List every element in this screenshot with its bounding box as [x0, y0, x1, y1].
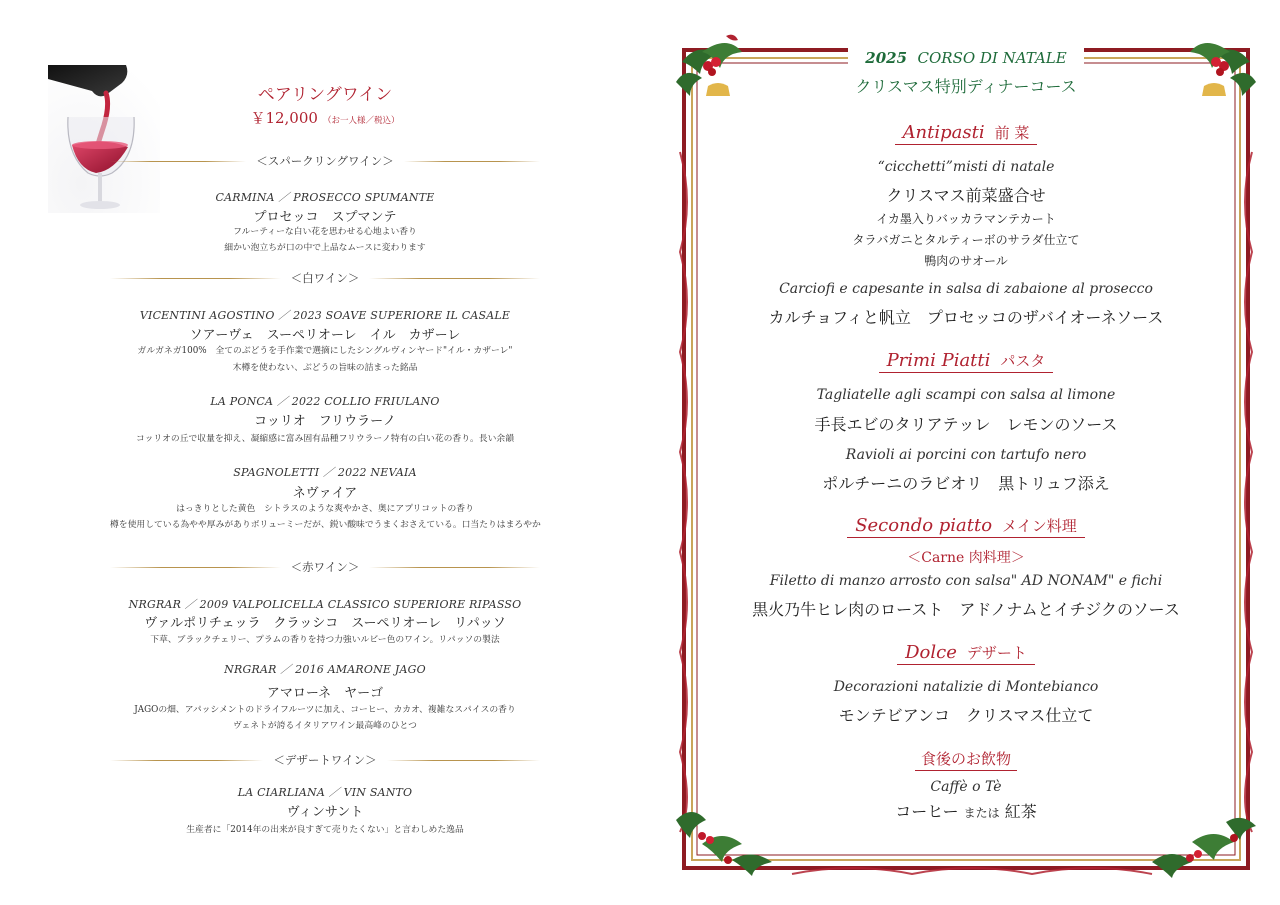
- wine-name: LA CIARLIANA ／ VIN SANTO: [237, 786, 413, 799]
- wine-name-jp: ヴィンサント: [286, 805, 364, 820]
- section-header-white: ＜白ワイン＞: [110, 268, 540, 288]
- wine-name: NRGRAR ／ 2009 VALPOLICELLA CLASSICO SUPERIORE RIPASSO: [128, 598, 522, 611]
- carne-subheader: ＜Carne 肉料理＞: [907, 550, 1025, 566]
- course-title-it: 2025 CORSO DI NATALE: [865, 49, 1067, 67]
- section-header-dessert: ＜デザートワイン＞: [110, 750, 540, 770]
- pairing-price-line: [110, 107, 540, 128]
- wine-desc: 樽を使用している為やや厚みがありボリューミーだが、鋭い酸味でうまくおさえている。口当たりはまろやか: [110, 520, 541, 530]
- section-drinks: 食後のお飲物: [672, 748, 1260, 771]
- dish-name-it: Decorazioni natalizie di Montebianco: [833, 679, 1099, 695]
- dish-name-it: Tagliatelle agli scampi con salsa al limone: [816, 387, 1116, 403]
- dish-name-jp: カルチョフィと帆立 プロセッコのザバイオーネソース: [768, 308, 1164, 327]
- wine-name: NRGRAR ／ 2016 AMARONE JAGO: [224, 663, 426, 676]
- wine-desc: 細かい泡立ちが口の中で上品なムースに変わります: [224, 243, 426, 253]
- section-dolce: Dolce デザート: [672, 642, 1260, 665]
- wine-name-jp: ヴァルポリチェッラ クラッシコ スーペリオーレ リパッソ: [144, 616, 506, 631]
- wine-desc: 生産者に「2014年の出来が良すぎて売りたくない」と言わしめた逸品: [186, 825, 464, 835]
- wine-desc: はっきりとした黄色 シトラスのような爽やかさ、奥にアプリコットの香り: [176, 504, 474, 514]
- wine-name-jp: ネヴァイア: [292, 486, 358, 501]
- christmas-course-page: [672, 32, 1260, 880]
- drinks-jp: コーヒー または 紅茶: [895, 802, 1037, 821]
- wine-desc: ガルガネガ100% 全てのぶどうを手作業で選摘にしたシングルヴィンヤード"イル・カザーレ": [137, 346, 513, 356]
- wine-name-jp: コッリオ フリウラーノ: [254, 414, 396, 429]
- section-header-sparkling: ＜スパークリングワイン＞: [110, 151, 540, 171]
- dish-sub: 鴨肉のサオール: [924, 254, 1008, 268]
- wine-desc: フルーティーな白い花を思わせる心地よい香り: [233, 227, 417, 237]
- wine-name-jp: ソアーヴェ スーペリオーレ イル カザーレ: [189, 328, 461, 343]
- wine-desc: コッリオの丘で収量を抑え、凝縮感に富み固有品種フリウラーノ特有の白い花の香り。長い余韻: [135, 434, 514, 444]
- section-secondo: Secondo piatto メイン料理: [672, 515, 1260, 538]
- wine-desc: 下草、ブラックチェリー、プラムの香りを持つ力強いルビー色のワイン。リパッソの製法: [150, 635, 500, 645]
- wine-name-jp: プロセッコ スプマンテ: [253, 210, 397, 225]
- section-primi: Primi Piatti パスタ: [672, 350, 1260, 373]
- dish-sub: タラバガニとタルティーボのサラダ仕立て: [852, 233, 1080, 247]
- section-header-red: ＜赤ワイン＞: [110, 557, 540, 577]
- wine-name: CARMINA ／ PROSECCO SPUMANTE: [215, 191, 435, 204]
- holly-corner-icon: [1142, 812, 1260, 880]
- section-antipasti: Antipasti 前 菜: [672, 122, 1260, 145]
- dish-name-jp: 黒火乃牛ヒレ肉のロースト アドノナムとイチジクのソース: [752, 600, 1180, 619]
- dish-name-jp: ポルチーニのラビオリ 黒トリュフ添え: [822, 474, 1110, 493]
- dish-name-jp: モンテビアンコ クリスマス仕立て: [838, 706, 1094, 725]
- dish-sub: イカ墨入りバッカラマンテカート: [876, 212, 1056, 226]
- dish-name-jp: 手長エビのタリアテッレ レモンのソース: [814, 415, 1118, 434]
- wine-desc: ヴェネトが誇るイタリアワイン最高峰のひとつ: [233, 721, 417, 731]
- pairing-price-note: （お一人様／税込）: [323, 116, 400, 126]
- dish-name-it: Ravioli ai porcini con tartufo nero: [845, 447, 1087, 463]
- dish-name-it: “cicchetti”misti di natale: [877, 159, 1055, 175]
- wine-desc: JAGOの畑、アパッシメントのドライフルーツに加え、コーヒー、カカオ、複雑なスパイスの香り: [134, 705, 516, 715]
- dish-name-it: Carciofi e capesante in salsa di zabaione al prosecco: [779, 281, 1153, 297]
- pairing-title: ペアリングワイン: [257, 85, 393, 105]
- dish-name-jp: クリスマス前菜盛合せ: [886, 186, 1046, 205]
- dish-name-it: Filetto di manzo arrosto con salsa" AD NONAM" e fichi: [769, 573, 1163, 589]
- wine-desc: 木樽を使わない、ぶどうの旨味の詰まった銘品: [232, 363, 418, 373]
- wine-name: SPAGNOLETTI ／ 2022 NEVAIA: [233, 466, 417, 479]
- pairing-price: ￥12,000: [250, 109, 318, 127]
- wine-name: LA PONCA ／ 2022 COLLIO FRIULANO: [210, 395, 440, 408]
- drinks-it: Caffè o Tè: [930, 779, 1002, 795]
- course-title-jp: クリスマス特別ディナーコース: [855, 77, 1077, 96]
- wine-name-jp: アマローネ ヤーゴ: [266, 686, 384, 701]
- wine-name: VICENTINI AGOSTINO ／ 2023 SOAVE SUPERIORE IL CASALE: [139, 309, 511, 322]
